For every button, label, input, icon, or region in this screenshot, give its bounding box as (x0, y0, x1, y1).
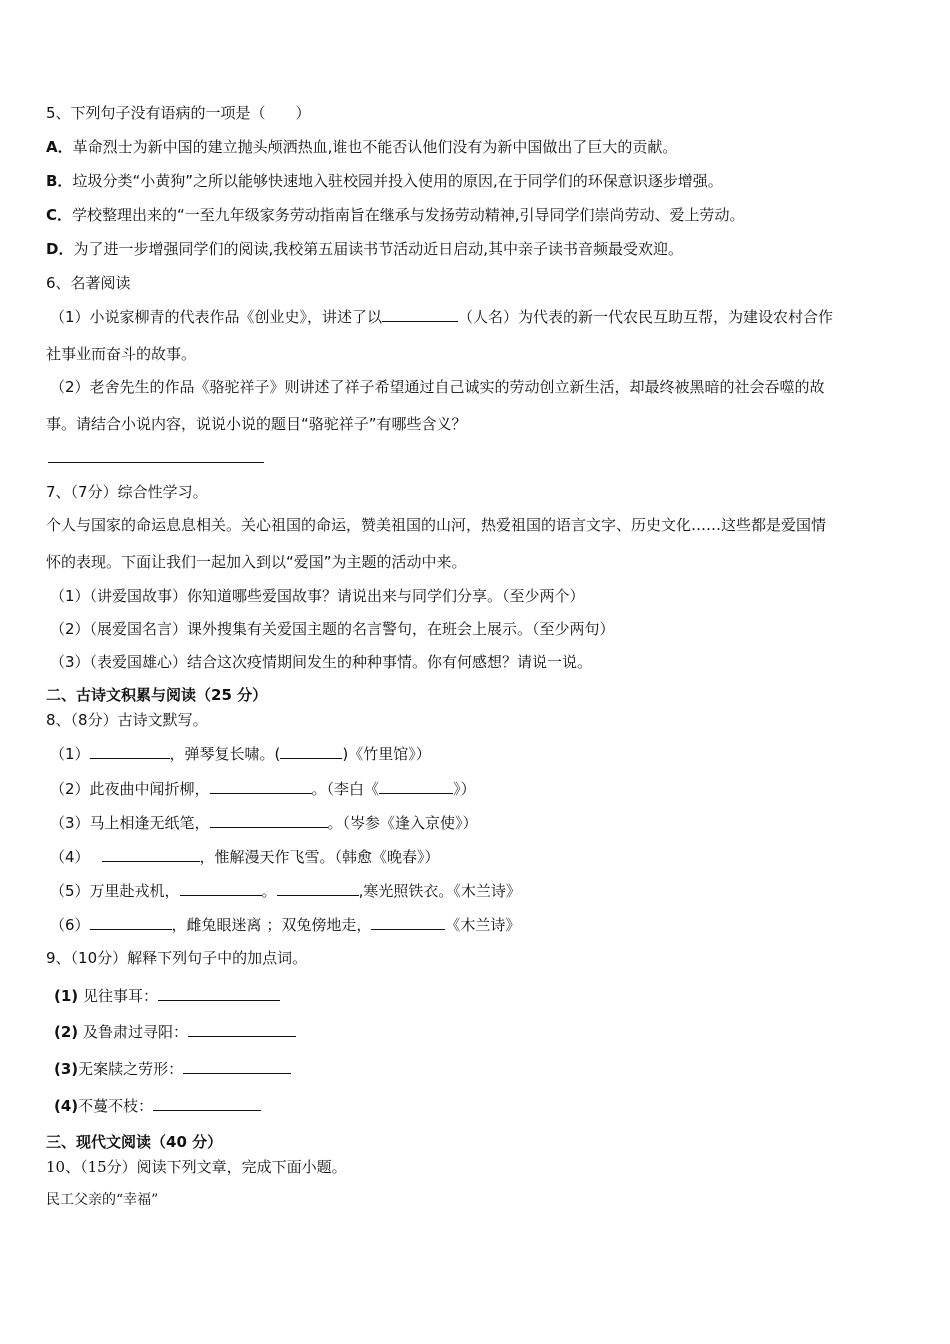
q5-option-d (46, 239, 683, 259)
answer-blank[interactable] (188, 1021, 296, 1037)
q8-line-3 (50, 812, 478, 833)
q7-intro: 个人与国家的命运息息相关。关心祖国的命运，赞美祖国的山河，热爱祖国的语言文字、历史文化……这些都是爱国情 (46, 516, 827, 534)
text: （5）万里赴戎机， (50, 882, 180, 900)
text: ,寒光照铁衣。《木兰诗》 (358, 882, 521, 900)
answer-blank[interactable] (180, 880, 262, 896)
q6-part2: （2）老舍先生的作品《骆驼祥子》则讲述了祥子希望通过自己诚实的劳动创立新生活，却最终被黑暗的社会吞噬的故 (50, 378, 825, 396)
q6-part2-cont: 事。请结合小说内容，说说小说的题目“骆驼祥子”有哪些含义？ (46, 415, 467, 433)
answer-blank[interactable] (158, 985, 280, 1001)
text: 。 (261, 882, 277, 900)
item-text: 无案牍之劳形： (78, 1060, 184, 1078)
q6-part1-cont: 社事业而奋斗的故事。 (46, 345, 197, 363)
item-text: 及鲁肃过寻阳： (82, 1023, 188, 1041)
item-text: 见往事耳： (82, 987, 158, 1005)
text: ，惟解漫天作飞雪。（韩愈《晚春》） (199, 848, 440, 866)
q8-line-6 (50, 914, 520, 935)
answer-blank[interactable] (102, 846, 200, 862)
article-title: 民工父亲的“幸福” (46, 1192, 159, 1208)
option-text: 学校整理出来的“一至九年级家务劳动指南旨在继承与发扬劳动精神,引导同学们崇尚劳动、爱上劳动。 (72, 206, 745, 224)
q5-option-c (46, 205, 745, 225)
option-letter: C． (46, 206, 73, 224)
answer-blank[interactable] (379, 778, 453, 794)
item-number: (2) (54, 1023, 79, 1041)
text: （人名）为代表的新一代农民互助互帮，为建设农村合作 (458, 308, 834, 326)
answer-blank[interactable] (153, 1095, 261, 1111)
q7-item: （3）（表爱国雄心）结合这次疫情期间发生的种种事情。你有何感想？请说一说。 (50, 653, 593, 671)
option-text: 为了进一步增强同学们的阅读,我校第五届读书节活动近日启动,其中亲子读书音频最受欢迎。 (73, 240, 683, 258)
text: （2）此夜曲中闻折柳， (50, 780, 210, 798)
q5-stem: 5、下列句子没有语病的一项是（ ） (46, 104, 311, 122)
answer-blank[interactable] (277, 880, 359, 896)
option-text: 革命烈士为新中国的建立抛头颅洒热血,谁也不能否认他们没有为新中国做出了巨大的贡献。 (72, 138, 678, 156)
q7-item: （1）（讲爱国故事）你知道哪些爱国故事？请说出来与同学们分享。（至少两个） (50, 587, 585, 605)
answer-blank[interactable] (280, 743, 342, 759)
q9-stem: 9、（10分）解释下列句子中的加点词。 (46, 949, 308, 967)
q5-option-b (46, 171, 723, 191)
item-number: (3) (54, 1060, 79, 1078)
q8-line-5 (50, 880, 521, 901)
text: （6） (50, 916, 90, 934)
answer-line[interactable] (48, 462, 264, 463)
text: （1）小说家柳青的代表作品《创业史》，讲述了以 (50, 308, 383, 326)
q8-stem: 8、（8分）古诗文默写。 (46, 711, 208, 729)
q8-line-4 (50, 846, 440, 867)
text: ，雌兔眼迷离 ；双兔傍地走， (171, 916, 372, 934)
q9-item-1 (54, 985, 280, 1006)
answer-blank[interactable] (183, 1058, 291, 1074)
option-text: 垃圾分类“小黄狗”之所以能够快速地入驻校园并投入使用的原因,在于同学们的环保意识逐步增强。 (72, 172, 723, 190)
text: 。（岑参《逢入京使》） (327, 814, 478, 832)
item-number: (1) (54, 987, 79, 1005)
text: 。（李白《 (311, 780, 380, 798)
q7-stem: 7、（7分）综合性学习。 (46, 483, 208, 501)
option-letter: A． (46, 138, 73, 156)
q5-option-a (46, 137, 677, 157)
answer-blank[interactable] (210, 812, 328, 828)
text: ，弹琴复长啸。( (169, 745, 281, 763)
q8-line-2 (50, 778, 476, 799)
text: （4） (50, 848, 90, 866)
text: （3）马上相逢无纸笔， (50, 814, 210, 832)
q6-part1 (50, 306, 833, 327)
q7-intro-cont: 怀的表现。下面让我们一起加入到以“爱国”为主题的活动中来。 (46, 553, 467, 571)
section-heading: 二、古诗文积累与阅读（25 分） (46, 686, 268, 704)
answer-blank[interactable] (90, 914, 172, 930)
q6-stem: 6、名著阅读 (46, 274, 131, 292)
answer-blank[interactable] (210, 778, 312, 794)
answer-blank[interactable] (90, 743, 170, 759)
item-text: 不蔓不枝： (78, 1097, 154, 1115)
answer-blank[interactable] (371, 914, 445, 930)
item-number: (4) (54, 1097, 79, 1115)
q9-item-3 (54, 1058, 291, 1079)
text: 《木兰诗》 (445, 916, 521, 934)
text: 》） (453, 780, 476, 798)
answer-blank[interactable] (382, 306, 458, 322)
q7-item: （2）（展爱国名言）课外搜集有关爱国主题的名言警句，在班会上展示。（至少两句） (50, 620, 615, 638)
text: )《竹里馆》） (342, 745, 431, 763)
section-heading: 三、现代文阅读（40 分） (46, 1133, 223, 1151)
option-letter: B． (46, 172, 73, 190)
text: （1） (50, 745, 90, 763)
option-letter: D． (46, 240, 74, 258)
q9-item-4 (54, 1095, 261, 1116)
q8-line-1 (50, 743, 431, 764)
q9-item-2 (54, 1021, 296, 1042)
q10-stem: 10、（15分）阅读下列文章，完成下面小题。 (46, 1158, 347, 1176)
